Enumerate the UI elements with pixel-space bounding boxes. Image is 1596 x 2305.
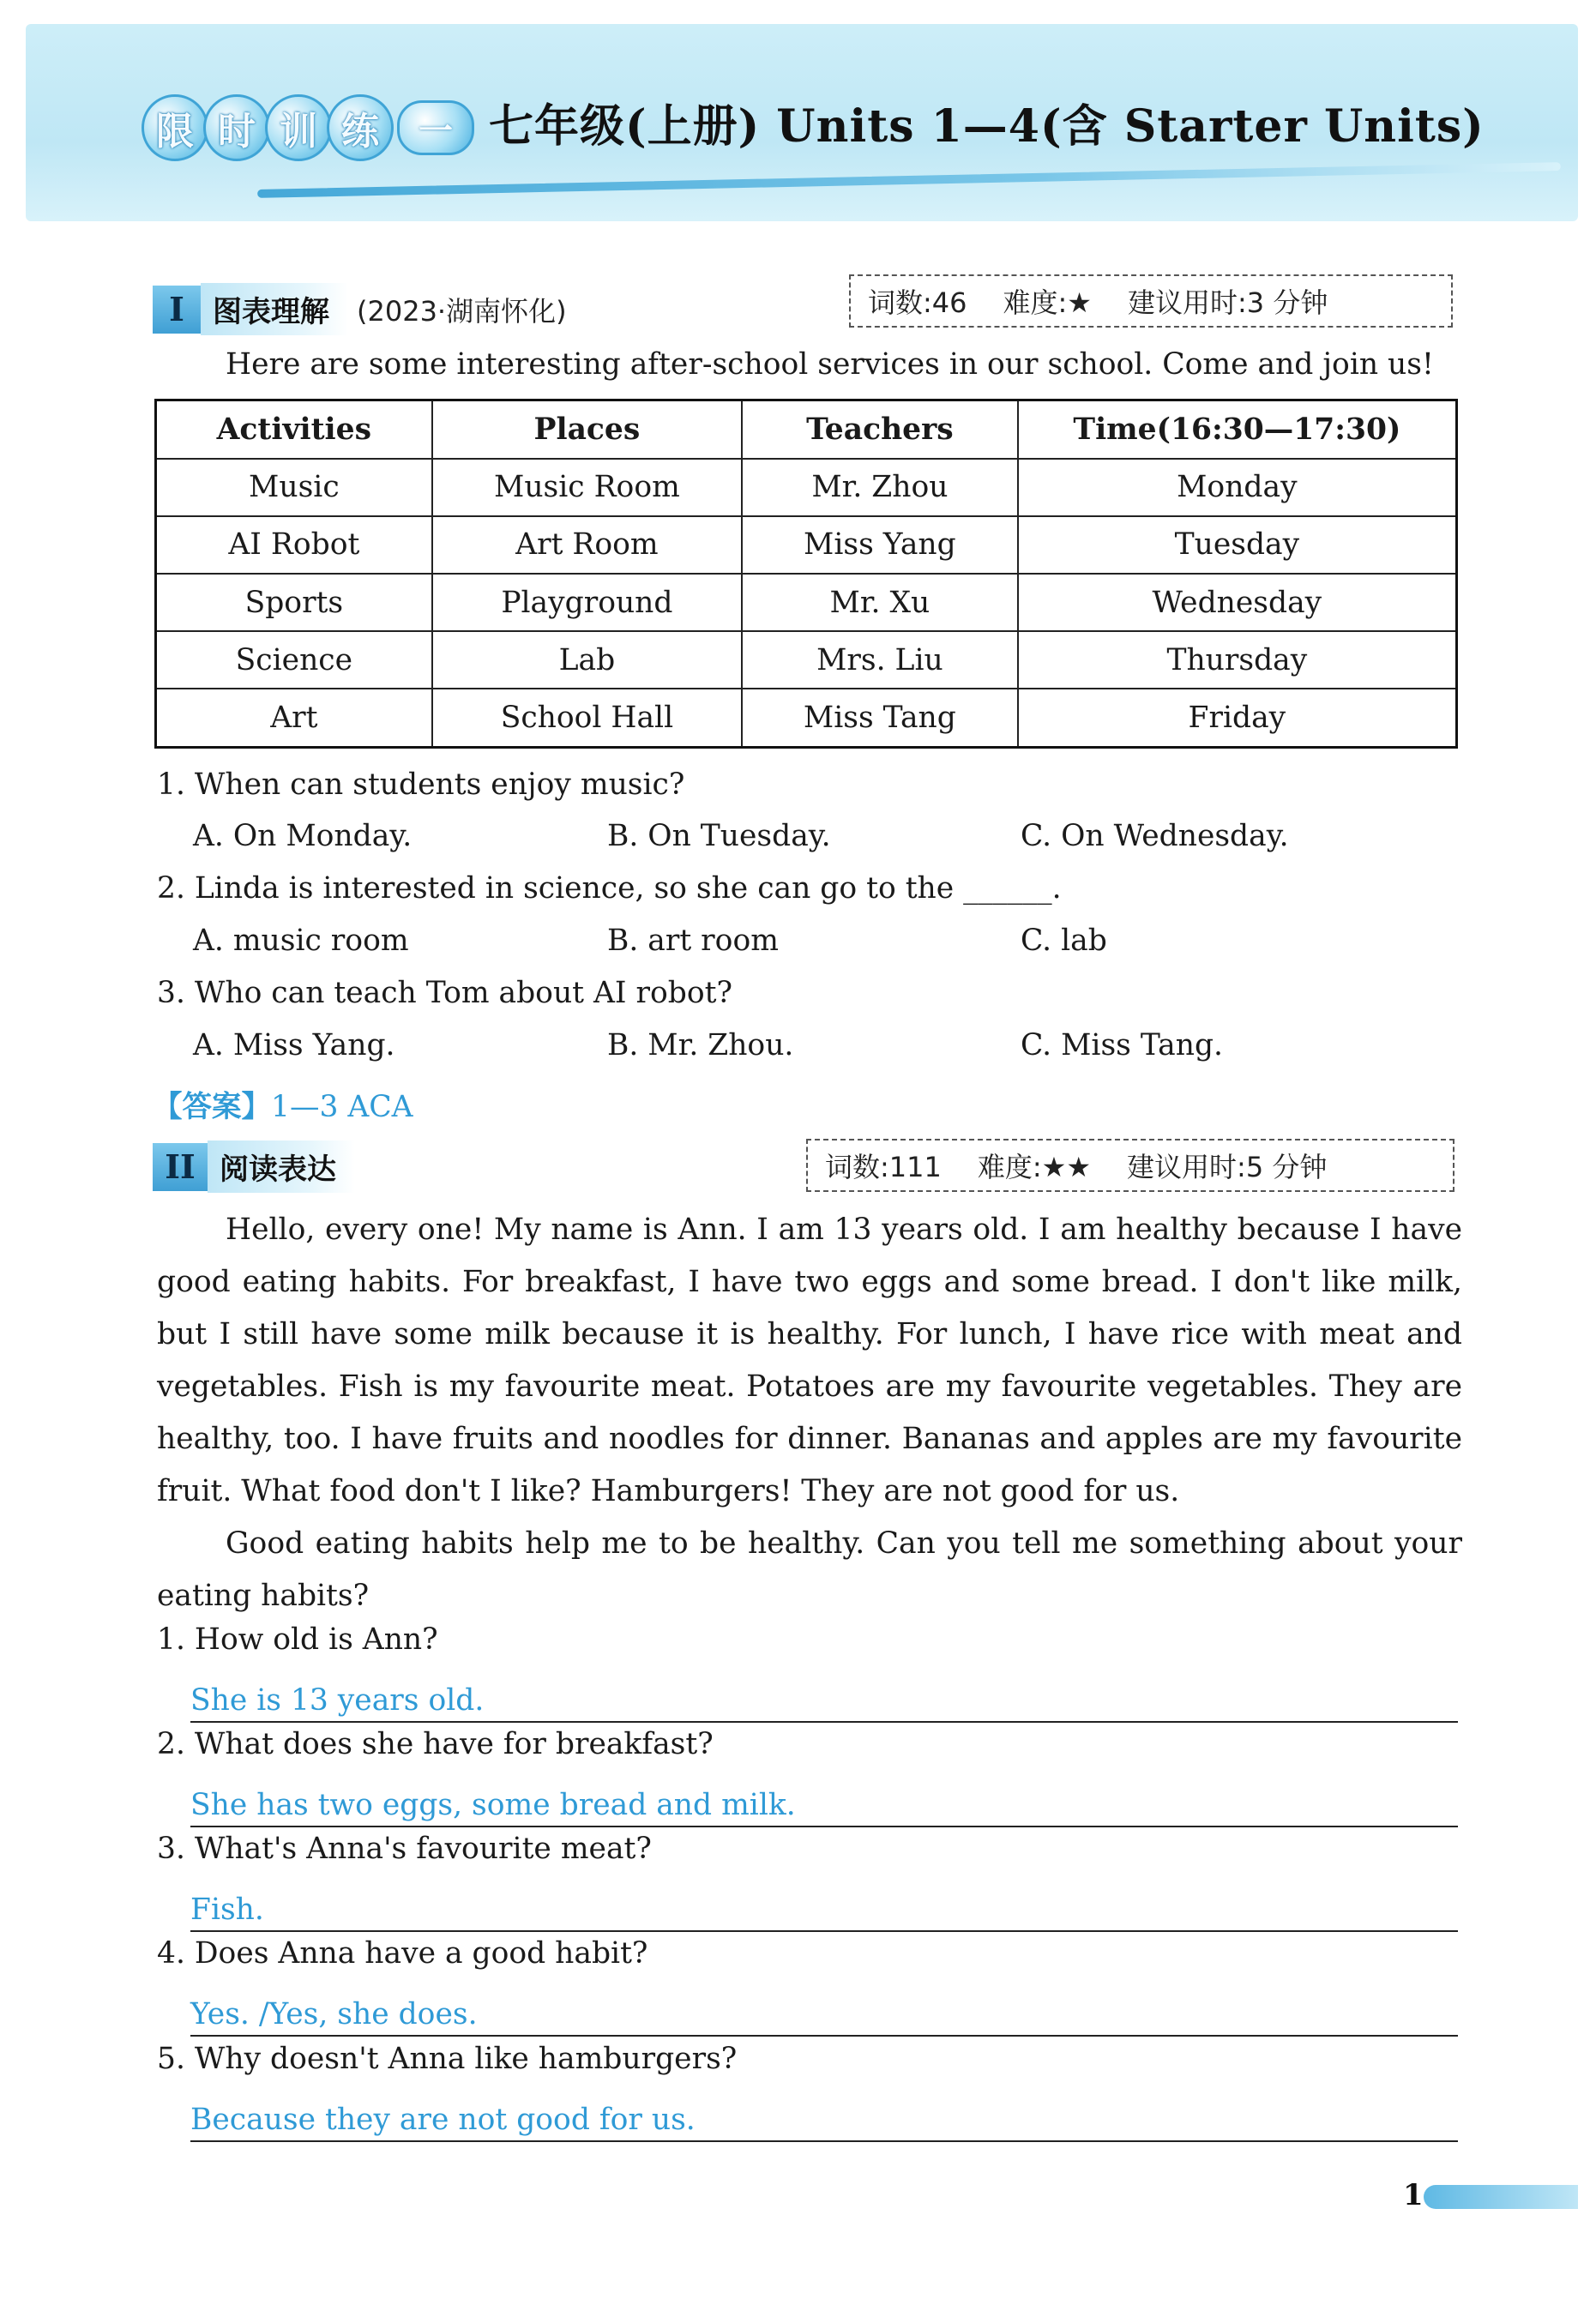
- table-cell: Tuesday: [1018, 516, 1457, 574]
- table-row: [156, 459, 1457, 516]
- table-header: Places: [432, 400, 742, 459]
- table-cell: Art Room: [432, 516, 742, 574]
- section-1-title: 图表理解: [201, 283, 348, 335]
- series-badge: [142, 94, 474, 161]
- option-c: C. On Wednesday.: [1021, 819, 1289, 853]
- table-cell: Sports: [156, 574, 432, 631]
- word-count: 词数:46: [868, 286, 967, 319]
- table-cell: Lab: [432, 631, 742, 689]
- table-cell: Mr. Xu: [742, 574, 1018, 631]
- table-cell: Miss Tang: [742, 689, 1018, 747]
- table-cell: Mr. Zhou: [742, 459, 1018, 516]
- table-header: Time(16:30—17:30): [1018, 400, 1457, 459]
- table-header-row: [156, 400, 1457, 459]
- series-char: 练: [327, 94, 394, 161]
- word-count: 词数:111: [825, 1151, 942, 1183]
- table-cell: AI Robot: [156, 516, 432, 574]
- table-cell: Thursday: [1018, 631, 1457, 689]
- section-1-info-box: [849, 274, 1453, 328]
- page-number: 1: [1403, 2178, 1424, 2212]
- answer-line-3[interactable]: Fish.: [190, 1884, 1458, 1932]
- table-row: [156, 689, 1457, 747]
- table-header: Activities: [156, 400, 432, 459]
- suggested-time: 建议用时:3 分钟: [1128, 286, 1328, 319]
- table-header: Teachers: [742, 400, 1018, 459]
- question-2: 2. Linda is interested in science, so she can go to the ______.: [157, 871, 1062, 906]
- table-cell: Mrs. Liu: [742, 631, 1018, 689]
- suggested-time: 建议用时:5 分钟: [1127, 1151, 1328, 1183]
- section-2-badge: II: [153, 1143, 208, 1191]
- page-title: 七年级(上册) Units 1—4(含 Starter Units): [489, 100, 1485, 153]
- question-5: 5. Why doesn't Anna like hamburgers?: [157, 2042, 738, 2076]
- question-1: 1. When can students enjoy music?: [157, 767, 685, 802]
- difficulty: 难度:★: [1003, 286, 1092, 319]
- answer-key-label: 【答案】: [153, 1090, 271, 1124]
- table-cell: Monday: [1018, 459, 1457, 516]
- reading-paragraph-1: Hello, every one! My name is Ann. I am 13 years old. I am healthy because I have good eating habits. For breakfast, I have two eggs and some bread. I don't like milk, but I still have some milk because it is healthy. For lunch, I have rice with meat and vegetables. Fish is my favourite meat. Potatoes are my favourite vegetables. They are healthy, too. I have fruits and noodles for dinner. Bananas and apples are my favourite fruit. What food don't I like? Hamburgers! They are not good for us.: [157, 1213, 1462, 1508]
- series-char: 训: [265, 94, 332, 161]
- answer-line-4[interactable]: Yes. /Yes, she does.: [190, 1989, 1458, 2037]
- section-2-info-box: [806, 1139, 1454, 1192]
- option-b: B. Mr. Zhou.: [607, 1028, 794, 1062]
- answer-line-2[interactable]: She has two eggs, some bread and milk.: [190, 1779, 1458, 1827]
- option-c: C. lab: [1021, 924, 1107, 958]
- option-a: A. music room: [193, 924, 409, 958]
- schedule-table: [154, 399, 1458, 749]
- section-1-header: [153, 283, 567, 335]
- question-3: 3. What's Anna's favourite meat?: [157, 1832, 652, 1866]
- option-a: A. On Monday.: [193, 819, 413, 853]
- section-1-intro: Here are some interesting after-school services in our school. Come and join us!: [226, 347, 1434, 382]
- answer-key: [153, 1082, 413, 1125]
- footer-tab: [1424, 2185, 1578, 2209]
- section-2-header: [153, 1140, 355, 1193]
- section-2-title: 阅读表达: [208, 1140, 355, 1193]
- answer-key-text: 1—3 ACA: [271, 1090, 413, 1124]
- table-cell: Science: [156, 631, 432, 689]
- table-cell: Playground: [432, 574, 742, 631]
- section-1-source: (2023·湖南怀化): [357, 294, 567, 328]
- table-cell: Miss Yang: [742, 516, 1018, 574]
- series-char: 时: [203, 94, 270, 161]
- table-cell: Friday: [1018, 689, 1457, 747]
- option-c: C. Miss Tang.: [1021, 1028, 1224, 1062]
- series-char: 限: [142, 94, 208, 161]
- table-row: [156, 574, 1457, 631]
- table-cell: Music: [156, 459, 432, 516]
- table-row: [156, 516, 1457, 574]
- table-cell: Music Room: [432, 459, 742, 516]
- question-1: 1. How old is Ann?: [157, 1622, 438, 1657]
- question-3: 3. Who can teach Tom about AI robot?: [157, 976, 732, 1010]
- answer-line-5[interactable]: Because they are not good for us.: [190, 2094, 1458, 2142]
- table-cell: Art: [156, 689, 432, 747]
- difficulty: 难度:★★: [977, 1151, 1092, 1183]
- series-number: 一: [397, 100, 474, 155]
- table-cell: School Hall: [432, 689, 742, 747]
- table-row: [156, 631, 1457, 689]
- question-2: 2. What does she have for breakfast?: [157, 1727, 714, 1761]
- option-b: B. art room: [607, 924, 779, 958]
- reading-paragraph-2: Good eating habits help me to be healthy. Can you tell me something about your eating habits?: [157, 1526, 1462, 1613]
- section-1-badge: I: [153, 286, 201, 334]
- answer-line-1[interactable]: She is 13 years old.: [190, 1675, 1458, 1723]
- option-b: B. On Tuesday.: [607, 819, 831, 853]
- question-4: 4. Does Anna have a good habit?: [157, 1936, 648, 1971]
- option-a: A. Miss Yang.: [193, 1028, 395, 1062]
- table-cell: Wednesday: [1018, 574, 1457, 631]
